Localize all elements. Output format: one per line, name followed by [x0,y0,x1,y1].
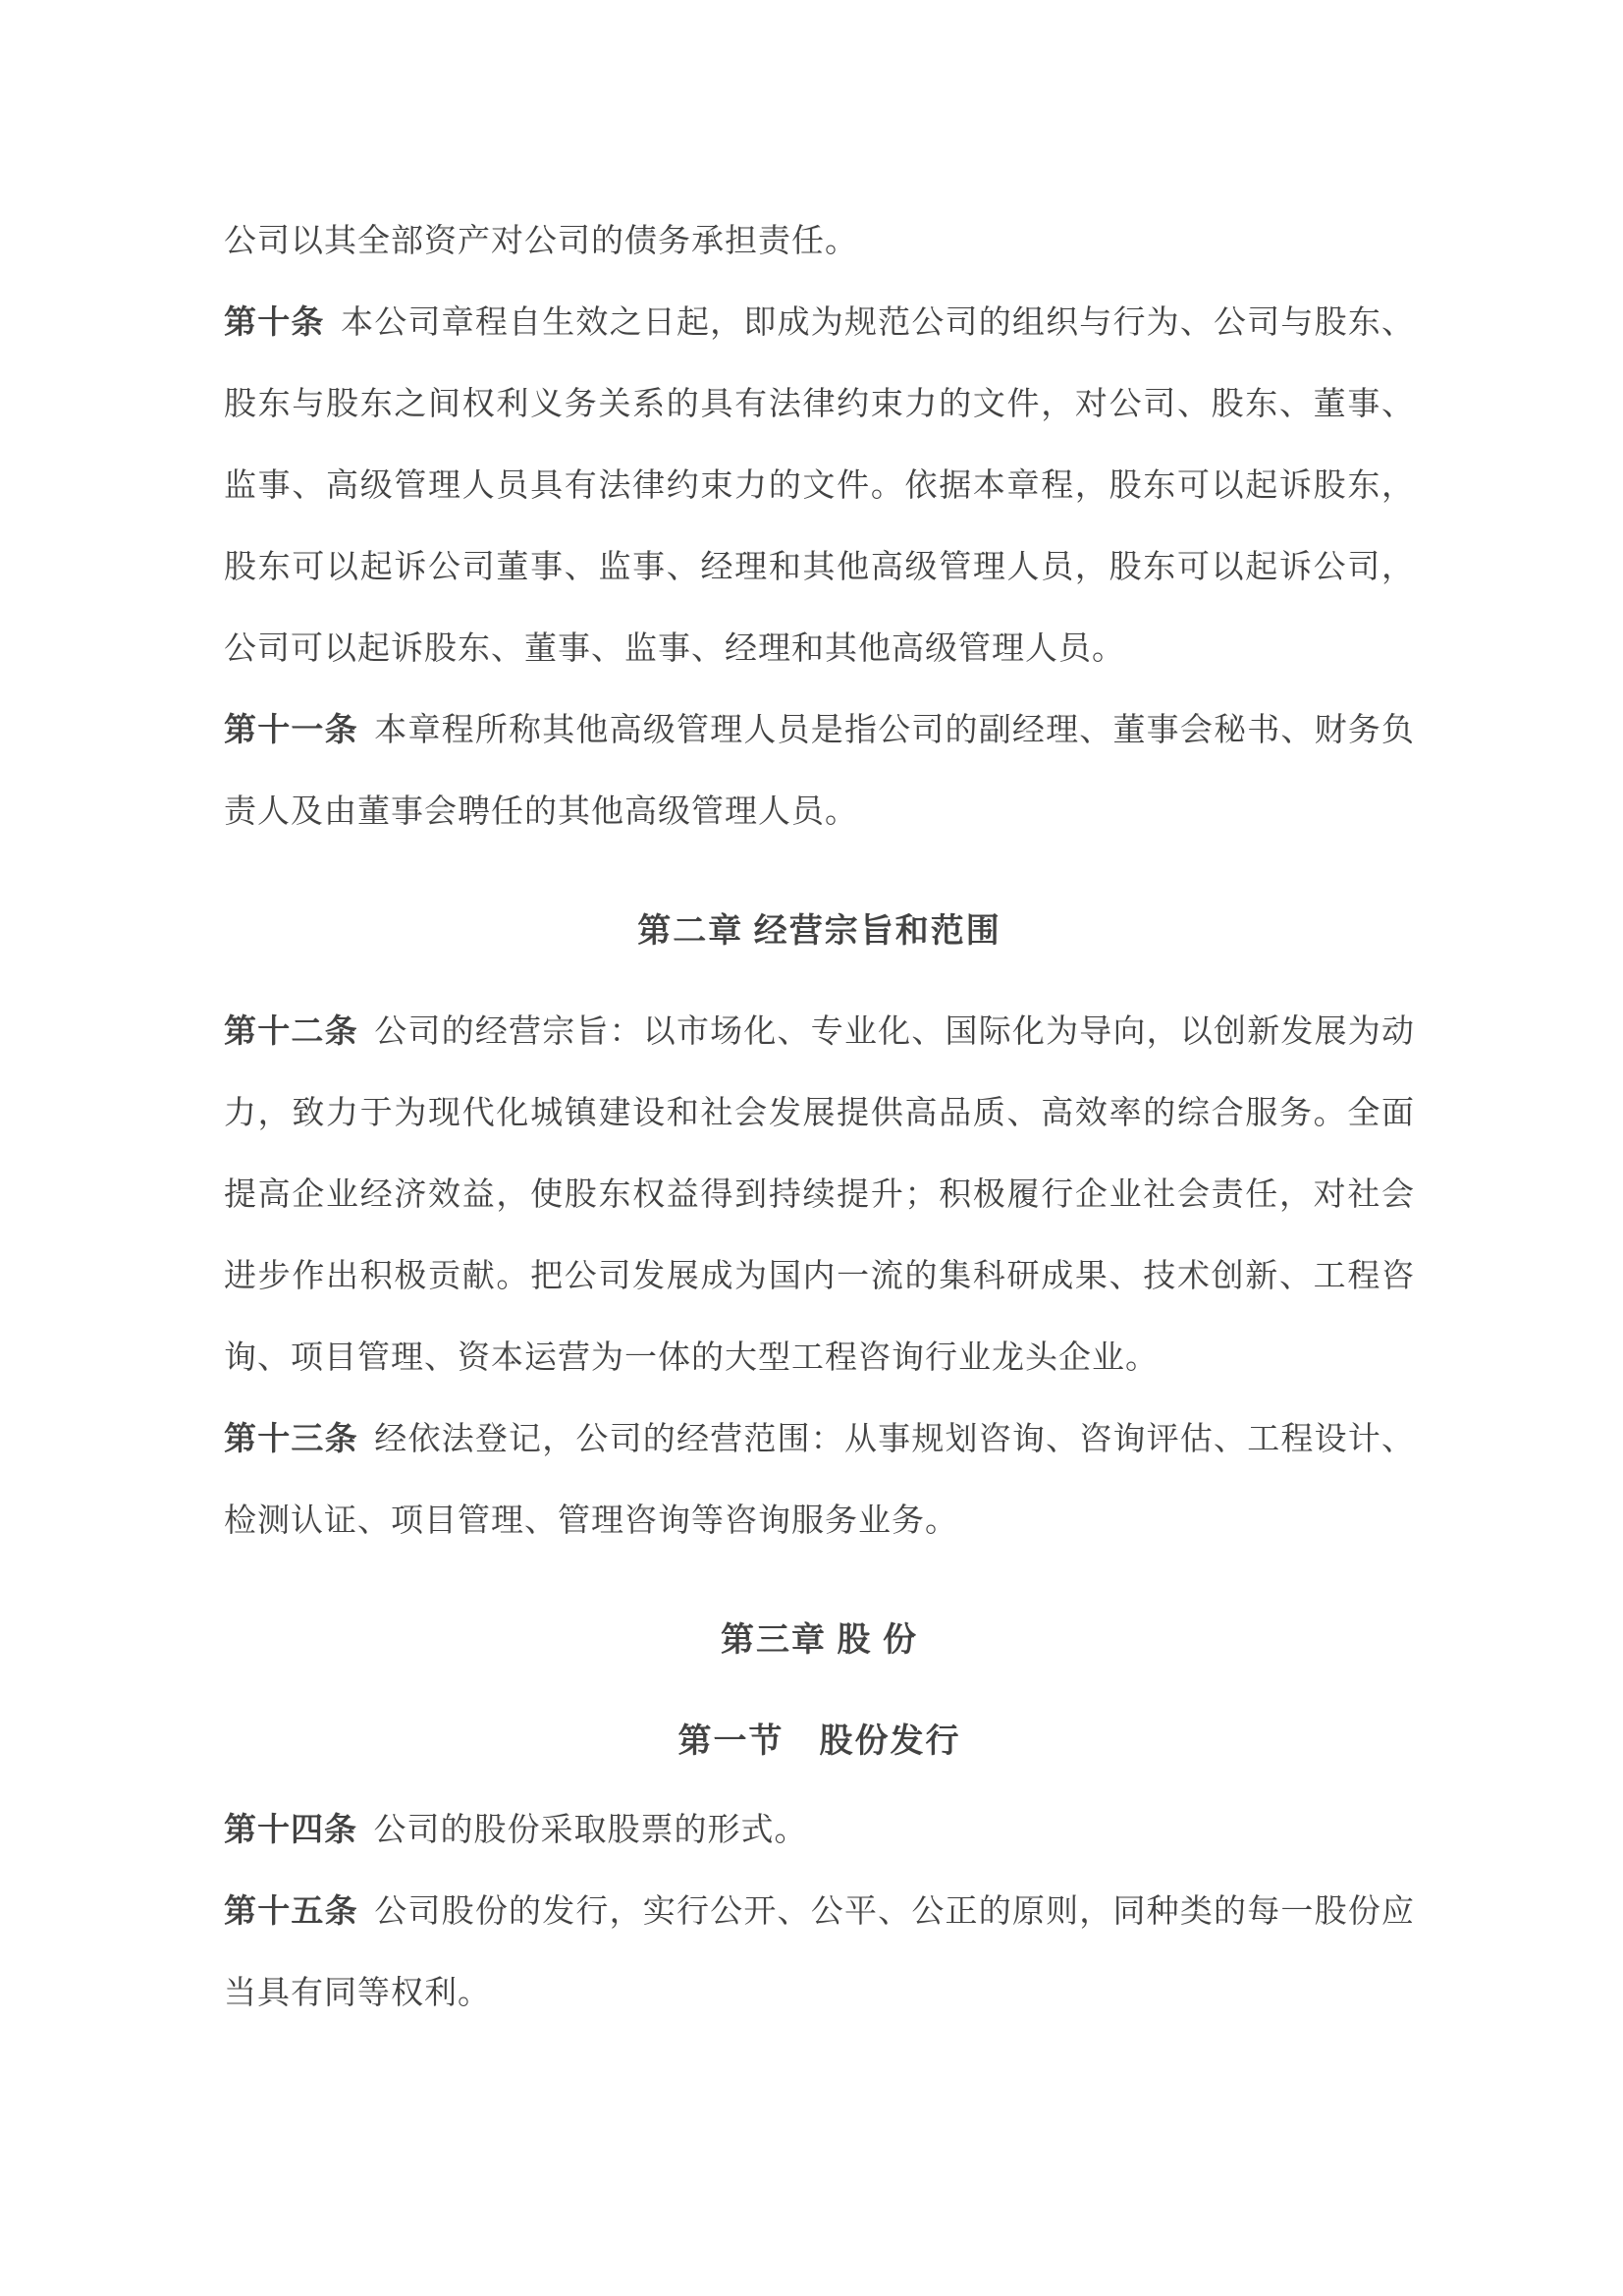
continuation-paragraph [224,201,1415,283]
paragraph-text: 经依法登记，公司的经营范围：从事规划咨询、咨询评估、工程设计、检测认证、项目管理、管理咨询等咨询服务业务。 [224,1422,1416,1539]
chapter-heading: 第三章 股 份 [721,1622,918,1659]
article-paragraph [224,690,1415,853]
article-paragraph [224,992,1415,1399]
article-number: 第十一条 [224,713,358,748]
article-number: 第十五条 [224,1894,358,1930]
paragraph-text: 公司以其全部资产对公司的债务承担责任。 [224,224,858,259]
paragraph-text: 公司的股份采取股票的形式。 [373,1813,808,1848]
chapter-heading: 第二章 经营宗旨和范围 [637,913,1001,950]
article-number: 第十四条 [224,1813,357,1848]
article-paragraph [224,1399,1415,1562]
article-paragraph [224,1790,1415,1872]
article-number: 第十条 [224,305,325,341]
article-paragraph [224,1872,1415,2035]
article-number: 第十二条 [224,1014,358,1050]
article-number: 第十三条 [224,1422,358,1457]
paragraph-text: 公司的经营宗旨：以市场化、专业化、国际化为导向，以创新发展为动力，致力于为现代化城镇建设和社会发展提供高品质、高效率的综合服务。全面提高企业经济效益，使股东权益得到持续提升；积极履行企业社会责任，对社会进步作出积极贡献。把公司发展成为国内一流的集科研成果、技术创新、工程咨询、项目管理、资本运营为一体的大型工程咨询行业龙头企业。 [224,1014,1416,1376]
article-paragraph [224,283,1415,690]
paragraph-text: 本公司章程自生效之日起，即成为规范公司的组织与行为、公司与股东、股东与股东之间权利义务关系的具有法律约束力的文件，对公司、股东、董事、监事、高级管理人员具有法律约束力的文件。依据本章程，股东可以起诉股东，股东可以起诉公司董事、监事、经理和其他高级管理人员，股东可以起诉公司，公司可以起诉股东、董事、监事、经理和其他高级管理人员。 [224,305,1416,667]
paragraph-text: 公司股份的发行，实行公开、公平、公正的原则，同种类的每一股份应当具有同等权利。 [224,1894,1416,2011]
paragraph-text: 本章程所称其他高级管理人员是指公司的副经理、董事会秘书、财务负责人及由董事会聘任的其他高级管理人员。 [224,713,1416,830]
section-heading: 第一节 股份发行 [677,1723,961,1760]
